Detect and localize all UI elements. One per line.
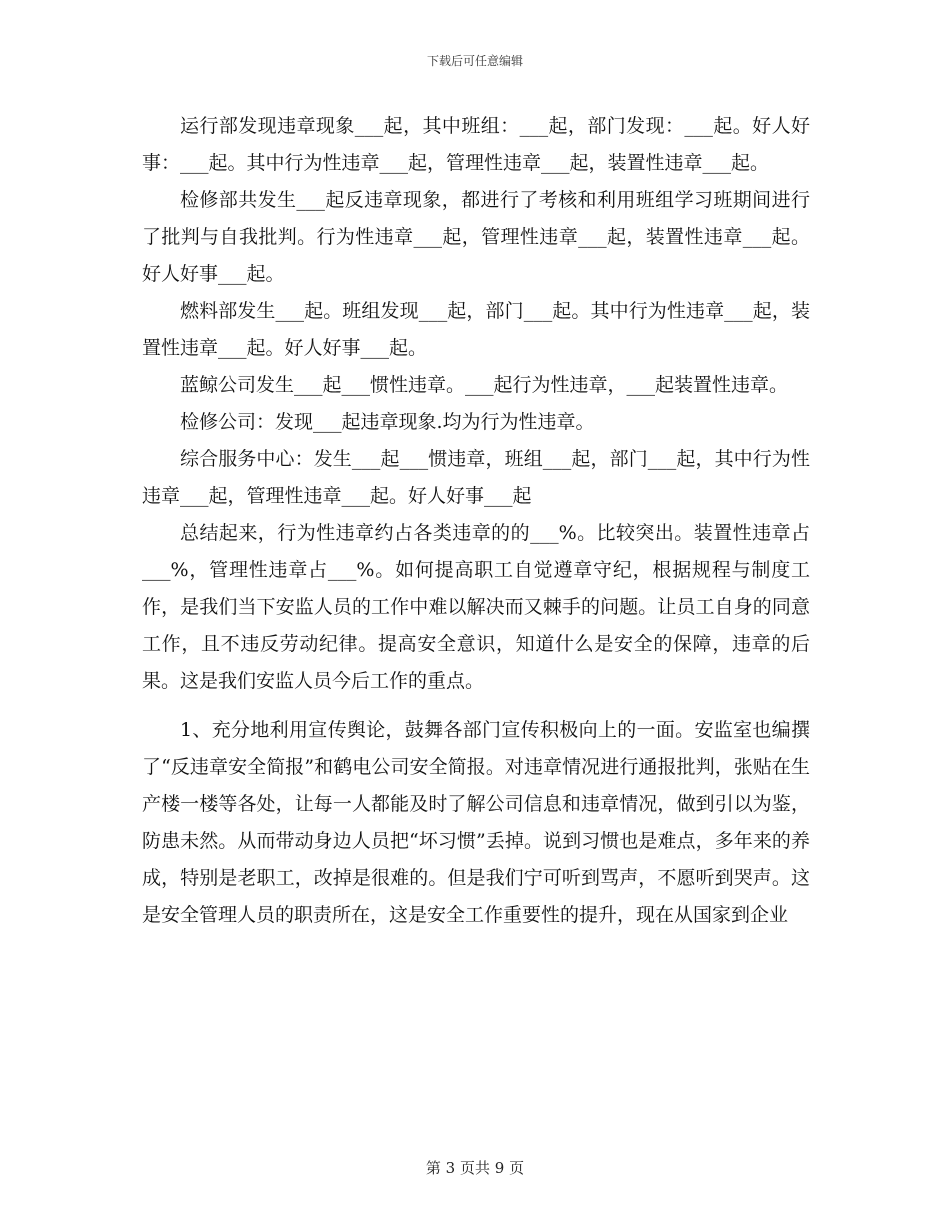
page-number: 第 3 页共 9 页 <box>425 1159 525 1177</box>
paragraph-maintenance-company: 检修公司：发现___起违章现象.均为行为性违章。 <box>180 411 595 433</box>
paragraph-maintenance-dept: 检修部共发生___起反违章现象，都进行了考核和利用班组学习班期间进行了批判与自我批判。行为性违章___起，管理性违章___起，装置性违章___起。好人好事___起。 <box>142 189 810 285</box>
paragraph-lanjing-company: 蓝鲸公司发生___起___惯性违章。___起行为性违章，___起装置性违章。 <box>180 374 789 396</box>
paragraph-measure-1: 1、充分地利用宣传舆论，鼓舞各部门宣传积极向上的一面。安监室也编撰了“反违章安全简报”和鹤电公司安全简报。对违章情况进行通报批判，张贴在生产楼一楼等各处，让每一人都能及时了解公司信息和违章情况，做到引以为鉴，防患未然。从而带动身边人员把“坏习惯”丢掉。说到习惯也是难点，多年来的养成，特别是老职工，改掉是很难的。但是我们宁可听到骂声，不愿听到哭声。这是安全管理人员的职责所在，这是安全工作重要性的提升，现在从国家到企业 <box>142 719 810 926</box>
paragraph-summary: 总结起来，行为性违章约占各类违章的的___%。比较突出。装置性违章占___%，管理性违章占___%。如何提高职工自觉遵章守纪，根据规程与制度工作，是我们当下安监人员的工作中难以解决而又棘手的问题。让员工自身的同意工作，且不违反劳动纪律。提高安全意识，知道什么是安全的保障，违章的后果。这是我们安监人员今后工作的重点。 <box>142 522 810 692</box>
paragraph-operations-dept: 运行部发现违章现象___起，其中班组：___起，部门发现：___起。好人好事：___起。其中行为性违章___起，管理性违章___起，装置性违章___起。 <box>142 115 810 174</box>
paragraph-service-center: 综合服务中心：发生___起___惯违章，班组___起，部门___起，其中行为性违章___起，管理性违章___起。好人好事___起 <box>142 448 810 507</box>
page-header: 下载后可任意编辑 <box>426 54 523 68</box>
document-body <box>142 108 810 934</box>
paragraph-fuel-dept: 燃料部发生___起。班组发现___起，部门___起。其中行为性违章___起，装置性违章___起。好人好事___起。 <box>142 300 810 359</box>
